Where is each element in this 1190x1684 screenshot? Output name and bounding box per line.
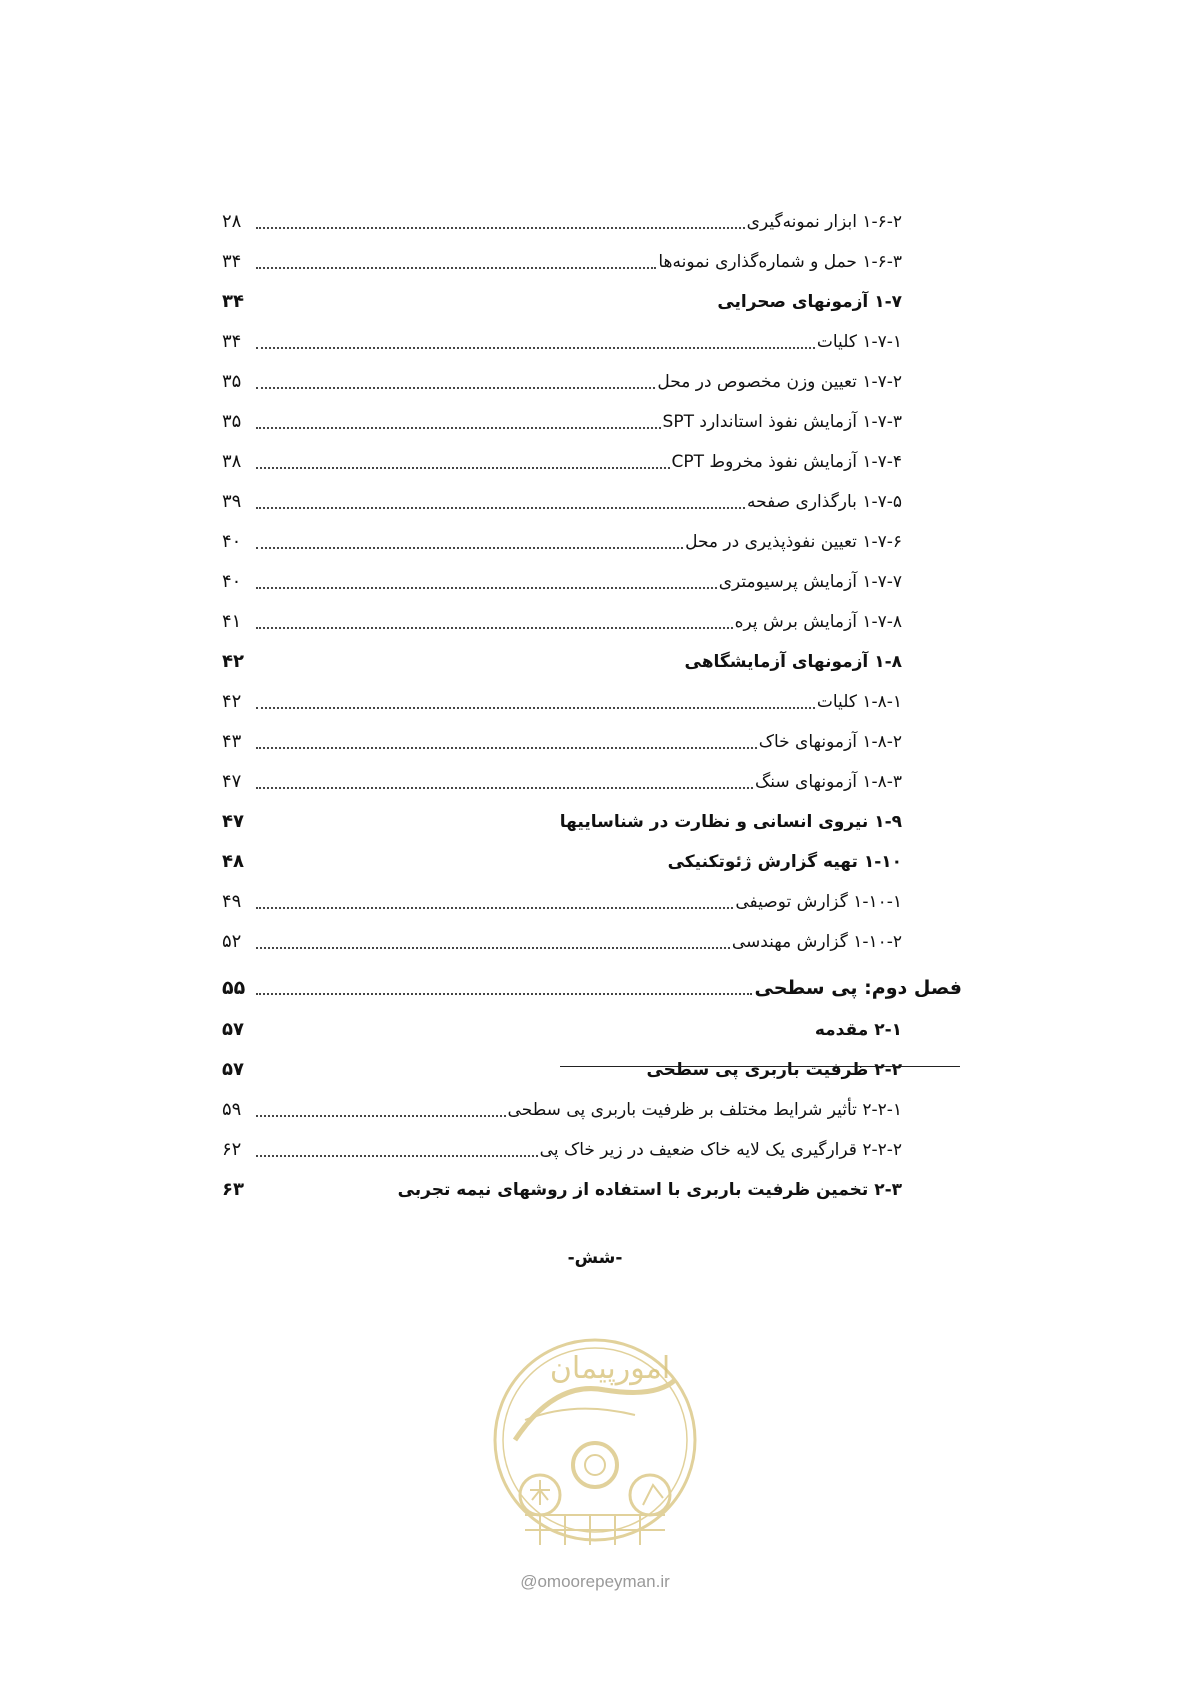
toc-dot-leader <box>256 547 683 549</box>
toc-entry-row <box>222 676 902 716</box>
toc-dot-leader <box>256 387 655 389</box>
toc-page-number: ۴۷ <box>222 811 244 832</box>
toc-page-number: ۲۸ <box>222 211 242 232</box>
toc-entry-row <box>222 236 902 276</box>
toc-dot-leader <box>256 707 815 709</box>
page-number: -شش- <box>567 1248 623 1268</box>
watermark-url: @omoorepeyman.ir <box>520 1572 670 1591</box>
toc-entry-row <box>222 756 902 796</box>
toc-entry-title: ۲-۲-۲ قرارگیری یک لایه خاک ضعیف در زیر خاک پی <box>539 1140 902 1160</box>
toc-entry-title: ۱-۶-۳ حمل و شماره‌گذاری نمونه‌ها <box>658 252 902 272</box>
toc-entry-title: ۱-۱۰ تهیه گزارش ژئوتکنیکی <box>667 852 902 872</box>
toc-entry-title: ۱-۱۰-۲ گزارش مهندسی <box>731 932 902 952</box>
toc-entry-title: ۱-۷-۶ تعیین نفوذپذیری در محل <box>685 532 902 552</box>
toc-page-number: ۴۳ <box>222 731 242 752</box>
toc-page-number: ۳۴ <box>222 331 242 352</box>
toc-entry-title: ۲-۱ مقدمه <box>814 1020 902 1040</box>
toc-entry-row <box>222 1084 902 1124</box>
toc-page-number: ۳۸ <box>222 451 242 472</box>
toc-page-number: ۴۱ <box>222 611 242 632</box>
toc-dot-leader <box>256 427 661 429</box>
toc-entry-title: ۱-۱۰-۱ گزارش توصیفی <box>735 892 902 912</box>
toc-section-row <box>222 636 902 676</box>
toc-entry-title: ۱-۸-۱ کلیات <box>816 692 902 712</box>
toc-entry-title: ۱-۷-۲ تعیین وزن مخصوص در محل <box>657 372 902 392</box>
toc-page-number: ۶۲ <box>222 1139 242 1160</box>
toc-dot-leader <box>256 993 752 995</box>
toc-page-number: ۴۲ <box>222 651 244 672</box>
toc-entry-title: ۱-۶-۲ ابزار نمونه‌گیری <box>746 212 902 232</box>
toc-entry-row <box>222 196 902 236</box>
toc-entry-title: ۲-۲-۱ تأثیر شرایط مختلف بر ظرفیت باربری پی سطحی <box>507 1100 902 1120</box>
toc-entry-row <box>222 876 902 916</box>
toc-entry-title: ۲-۲ ظرفیت باربری پی سطحی <box>646 1060 902 1080</box>
toc-chapter-row <box>222 962 962 1002</box>
toc-page-number: ۳۴ <box>222 251 242 272</box>
toc-entry-row <box>222 716 902 756</box>
toc-dot-leader <box>256 747 757 749</box>
toc-dot-leader <box>256 947 730 949</box>
stamp-text: امورپیمان <box>549 1351 671 1386</box>
toc-dot-leader <box>256 907 733 909</box>
toc-dot-leader <box>256 347 815 349</box>
watermark-stamp-icon <box>485 1320 705 1570</box>
toc-dot-leader <box>256 627 733 629</box>
toc-page-number: ۳۴ <box>222 291 244 312</box>
toc-entry-row <box>222 1124 902 1164</box>
toc-section-row <box>222 1004 902 1044</box>
toc-entry-title: ۱-۷-۸ آزمایش برش پره <box>734 612 902 632</box>
toc-page-number: ۴۰ <box>222 531 242 552</box>
toc-page-number: ۳۵ <box>222 371 242 392</box>
toc-page-number: ۳۹ <box>222 491 242 512</box>
toc-entry-row <box>222 916 902 956</box>
toc-page-number: ۵۷ <box>222 1019 244 1040</box>
toc-entry-title: ۱-۷-۳ آزمایش نفوذ استاندارد SPT <box>662 412 902 432</box>
toc-page-number: ۴۸ <box>222 851 244 872</box>
toc-entry-row <box>222 436 902 476</box>
toc-entry-row <box>222 476 902 516</box>
toc-dot-leader <box>256 787 753 789</box>
toc-page-number: ۴۲ <box>222 691 242 712</box>
toc-dot-leader <box>256 227 745 229</box>
toc-entry-title: ۱-۷-۱ کلیات <box>816 332 902 352</box>
toc-entry-row <box>222 516 902 556</box>
toc-dot-leader <box>256 507 745 509</box>
toc-page-number: ۴۷ <box>222 771 242 792</box>
toc-page-number: ۴۰ <box>222 571 242 592</box>
toc-section-row <box>222 836 902 876</box>
toc-section-row <box>222 1164 902 1204</box>
toc-entry-row <box>222 596 902 636</box>
toc-entry-title: فصل دوم: پی سطحی <box>754 977 962 999</box>
toc-entry-title: ۲-۳ تخمین ظرفیت باربری با استفاده از روشهای نیمه تجربی <box>397 1180 902 1200</box>
chapter-divider <box>560 1066 960 1067</box>
toc-entry-title: ۱-۷ آزمونهای صحرایی <box>717 292 902 312</box>
toc-dot-leader <box>256 587 717 589</box>
toc-entry-title: ۱-۸-۳ آزمونهای سنگ <box>755 772 902 792</box>
toc-page-number: ۴۹ <box>222 891 242 912</box>
toc-section-row <box>222 1044 902 1084</box>
toc-section-row <box>222 276 902 316</box>
toc-dot-leader <box>256 1115 506 1117</box>
toc-entry-title: ۱-۷-۴ آزمایش نفوذ مخروط CPT <box>671 452 902 472</box>
toc-entry-title: ۱-۹ نیروی انسانی و نظارت در شناساییها <box>559 812 902 832</box>
toc-page-number: ۶۳ <box>222 1179 244 1200</box>
toc-page-number: ۵۲ <box>222 931 242 952</box>
toc-page-number: ۵۷ <box>222 1059 244 1080</box>
toc-dot-leader <box>256 267 656 269</box>
toc-entry-row <box>222 396 902 436</box>
toc-entry-row <box>222 556 902 596</box>
toc-section-row <box>222 796 902 836</box>
toc-entry-row <box>222 356 902 396</box>
toc-entry-row <box>222 316 902 356</box>
toc-page-number: ۳۵ <box>222 411 242 432</box>
toc-page-number: ۵۵ <box>222 977 246 999</box>
toc-dot-leader <box>256 467 670 469</box>
toc-entry-title: ۱-۸ آزمونهای آزمایشگاهی <box>684 652 902 672</box>
toc-entry-title: ۱-۸-۲ آزمونهای خاک <box>758 732 902 752</box>
toc-dot-leader <box>256 1155 538 1157</box>
toc-entry-title: ۱-۷-۵ بارگذاری صفحه <box>747 492 902 512</box>
toc-page-number: ۵۹ <box>222 1099 242 1120</box>
toc-entry-title: ۱-۷-۷ آزمایش پرسیومتری <box>718 572 902 592</box>
